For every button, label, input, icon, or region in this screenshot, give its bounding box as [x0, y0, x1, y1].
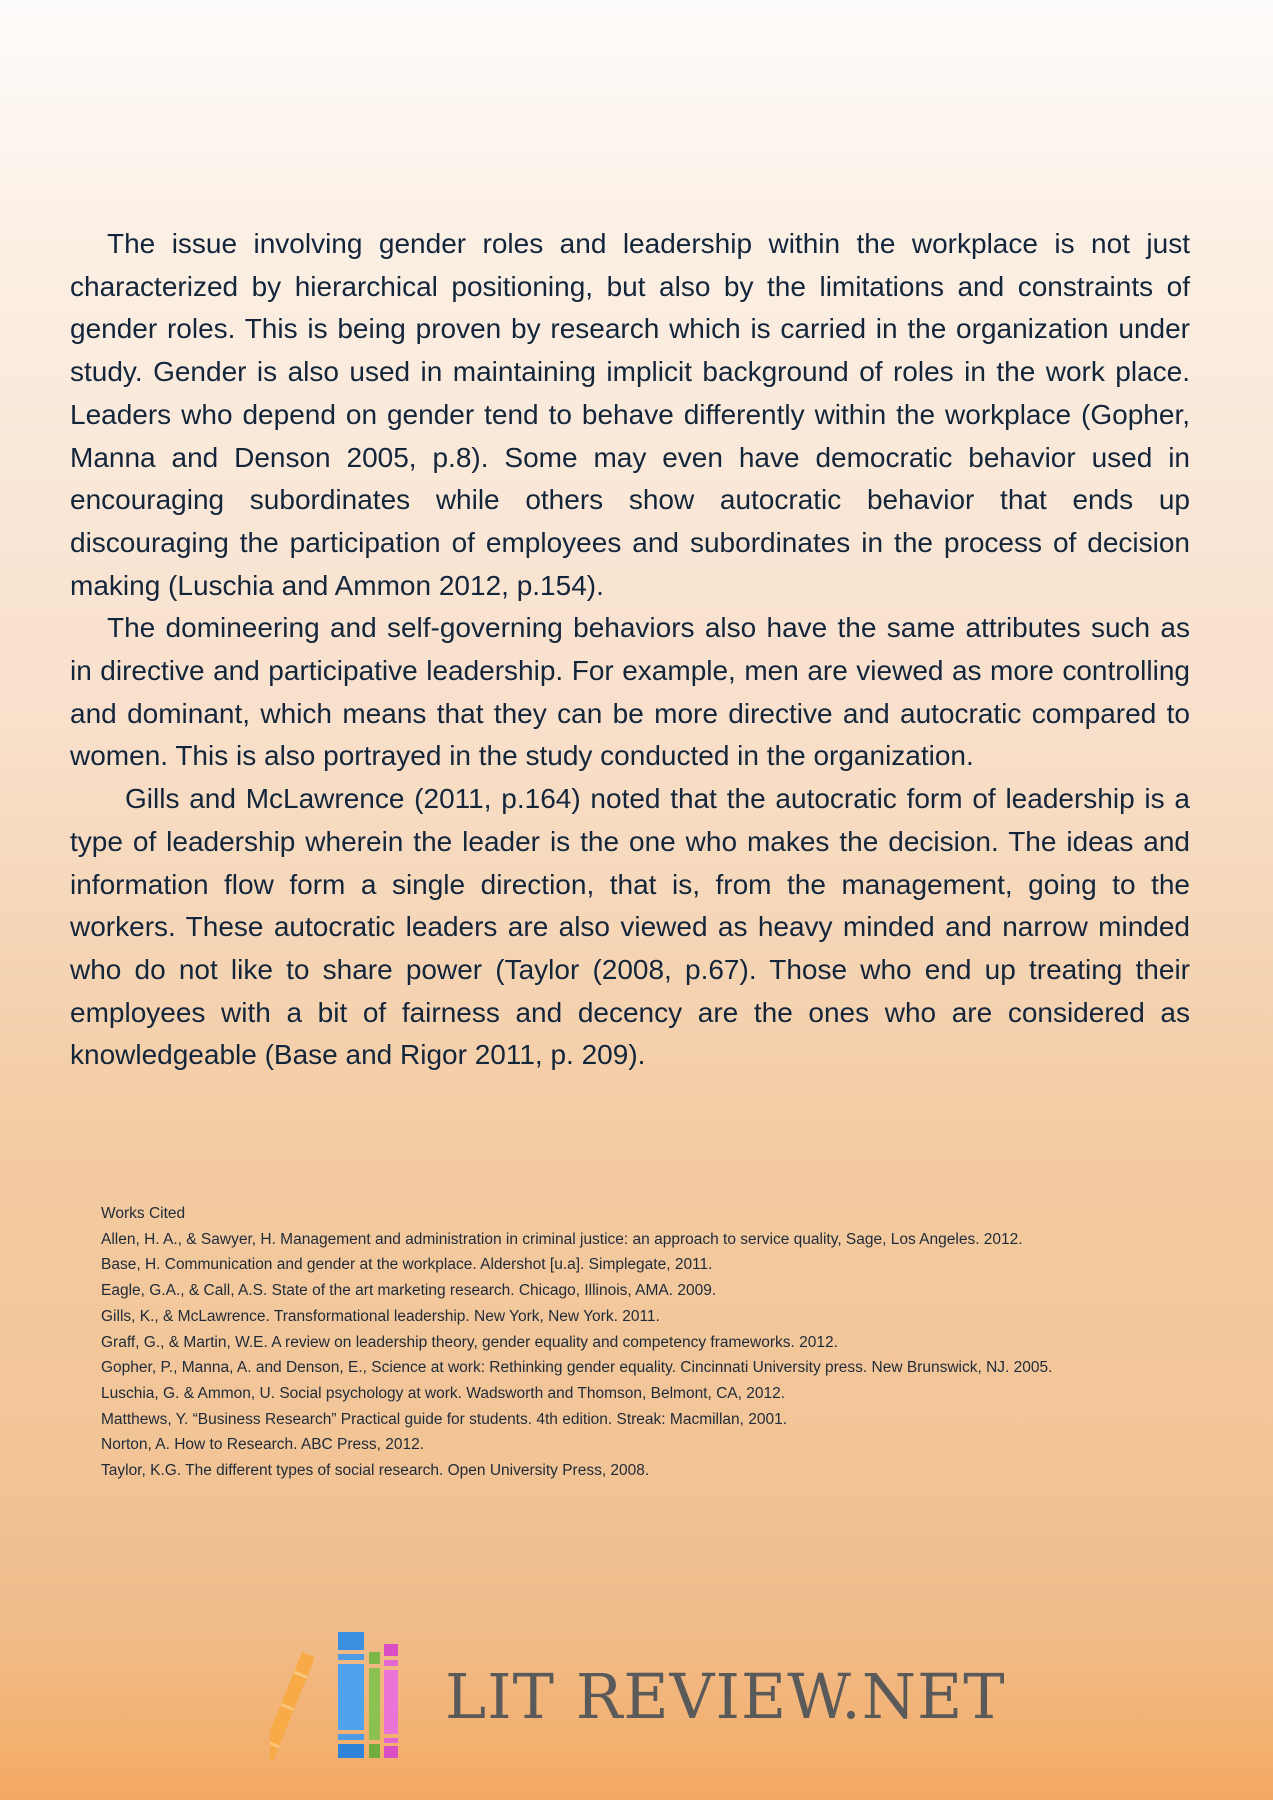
body-text	[70, 223, 1190, 1077]
lit-review-logo[interactable]	[270, 1630, 1006, 1760]
citation-entry: Base, H. Communication and gender at the workplace. Aldershot [u.a]. Simplegate, 2011.	[101, 1256, 713, 1274]
works-cited-list	[101, 1227, 1201, 1484]
citation-entry: Gills, K., & McLawrence. Transformational leadership. New York, New York. 2011.	[101, 1307, 660, 1325]
paragraph-3: Gills and McLawrence (2011, p.164) noted that the autocratic form of leadership is a type of leadership wherein the leader is the one who makes the decision. The ideas and information flow form a single direction, that is, from the management, going to the workers. These autocratic leaders are also viewed as heavy minded and narrow minded who do not like to share power (Taylor (2008, p.67). Those who end up treating their employees with a bit of fairness and decency are the ones who are considered as knowledgeable (Base and Rigor 2011, p. 209).	[70, 783, 1190, 1071]
paragraph-2: The domineering and self-governing behaviors also have the same attributes such as in directive and participative leadership. For example, men are viewed as more controlling and dominant, which means that they can be more directive and autocratic compared to women. This is also portrayed in the study conducted in the organization.	[70, 612, 1190, 772]
citation-entry: Norton, A. How to Research. ABC Press, 2012.	[101, 1436, 425, 1454]
works-cited-title: Works Cited	[101, 1205, 186, 1222]
citation-entry: Graff, G., & Martin, W.E. A review on leadership theory, gender equality and competency frameworks. 2012.	[101, 1333, 838, 1351]
citation-entry: Matthews, Y. “Business Research” Practical guide for students. 4th edition. Streak: Macmillan, 2001.	[101, 1410, 788, 1428]
books-icon	[270, 1630, 410, 1760]
citation-entry: Eagle, G.A., & Call, A.S. State of the art marketing research. Chicago, Illinois, AMA. 2009.	[101, 1282, 717, 1300]
logo-text: LIT REVIEW.NET	[445, 1660, 1006, 1733]
citation-entry: Allen, H. A., & Sawyer, H. Management and administration in criminal justice: an approach to service quality, Sage, Los Angeles. 2012.	[101, 1230, 1023, 1248]
citation-entry: Luschia, G. & Ammon, U. Social psychology at work. Wadsworth and Thomson, Belmont, CA, 2012.	[101, 1384, 786, 1402]
citation-entry: Taylor, K.G. The different types of social research. Open University Press, 2008.	[101, 1462, 650, 1480]
paragraph-1: The issue involving gender roles and leadership within the workplace is not just characterized by hierarchical positioning, but also by the limitations and constraints of gender roles. This is being proven by research which is carried in the organization under study. Gender is also used in maintaining implicit background of roles in the work place. Leaders who depend on gender tend to behave differently within the workplace (Gopher, Manna and Denson 2005, p.8). Some may even have democratic behavior used in encouraging subordinates while others show autocratic behavior that ends up discouraging the participation of employees and subordinates in the process of decision making (Luschia and Ammon 2012, p.154).	[70, 228, 1190, 601]
citation-entry: Gopher, P., Manna, A. and Denson, E., Science at work: Rethinking gender equality. Cincinnati University press. New Brunswick, NJ. 2005.	[101, 1359, 1053, 1377]
works-cited	[101, 1201, 1201, 1484]
